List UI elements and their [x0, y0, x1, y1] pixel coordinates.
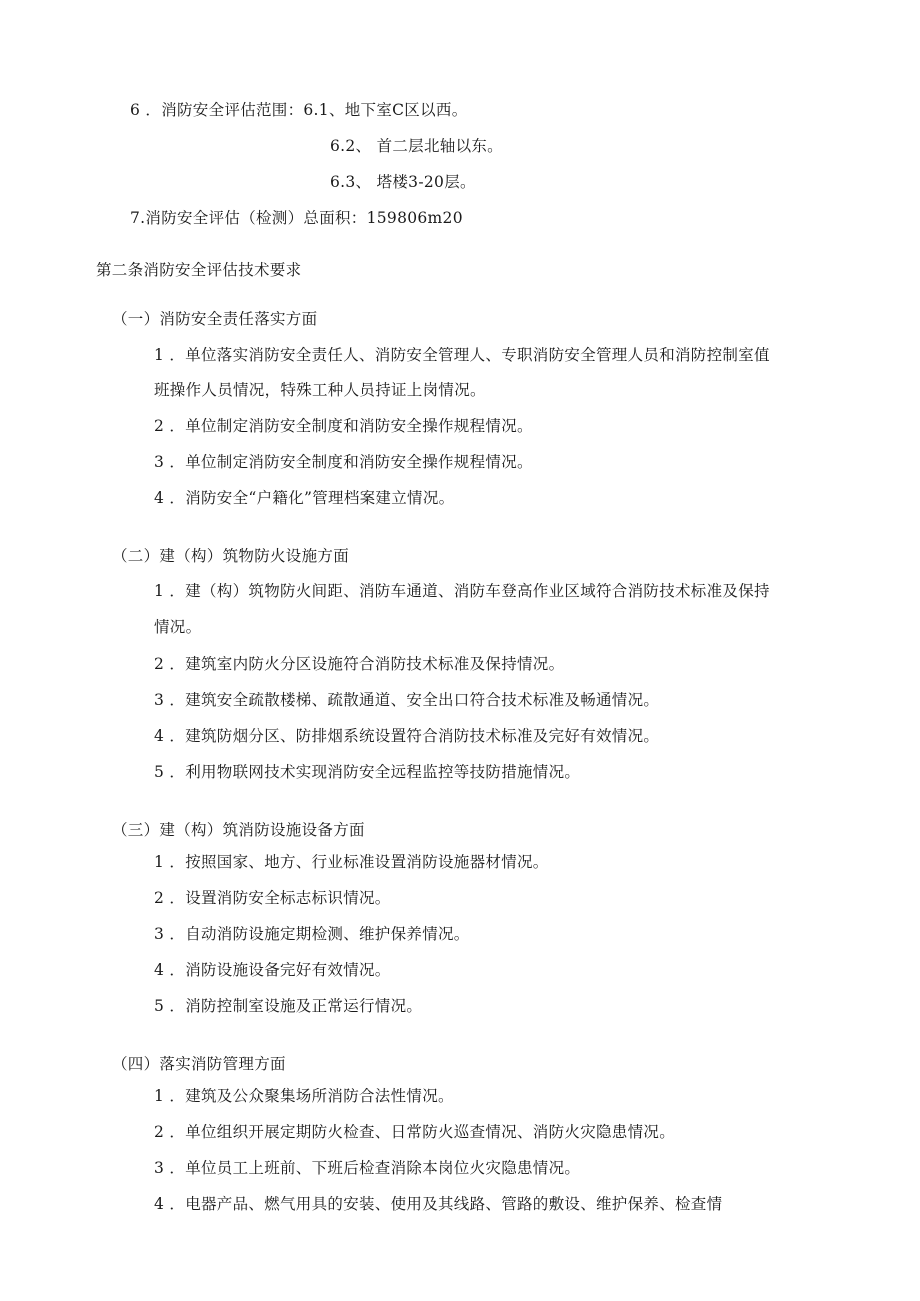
section1-item: 3 ．单位制定消防安全制度和消防安全操作规程情况。	[154, 453, 533, 471]
section2-item: 1 ．建（构）筑物防火间距、消防车通道、消防车登高作业区域符合消防技术标准及保持	[154, 582, 770, 600]
section1-item: 4 ．消防安全“户籍化”管理档案建立情况。	[154, 489, 455, 507]
section-heading-1: （一）消防安全责任落实方面	[112, 310, 318, 328]
scope-item-6-3: 6.3、 塔楼3-20层。	[330, 173, 476, 191]
section2-item: 3 ．建筑安全疏散楼梯、疏散通道、安全出口符合技术标准及畅通情况。	[154, 691, 660, 709]
scope-item-6: 6 ．消防安全评估范围：6.1、地下室C区以西。	[130, 101, 468, 119]
scope-item-7: 7.消防安全评估（检测）总面积：159806m20	[130, 209, 463, 227]
section2-item: 情况。	[154, 618, 202, 636]
section3-item: 1 ．按照国家、地方、行业标准设置消防设施器材情况。	[154, 853, 549, 871]
section2-item: 2 ．建筑室内防火分区设施符合消防技术标准及保持情况。	[154, 655, 565, 673]
section1-item: 1 ．单位落实消防安全责任人、消防安全管理人、专职消防安全管理人员和消防控制室值	[154, 346, 770, 364]
section3-item: 5 ．消防控制室设施及正常运行情况。	[154, 997, 423, 1015]
section2-item: 4 ．建筑防烟分区、防排烟系统设置符合消防技术标准及完好有效情况。	[154, 727, 660, 745]
section3-item: 4 ．消防设施设备完好有效情况。	[154, 961, 391, 979]
section4-item: 4 ．电器产品、燃气用具的安装、使用及其线路、管路的敷设、维护保养、检查情	[154, 1195, 723, 1213]
section3-item: 3 ．自动消防设施定期检测、维护保养情况。	[154, 925, 470, 943]
scope-item-6-2: 6.2、 首二层北轴以东。	[330, 137, 503, 155]
section1-item: 班操作人员情况，特殊工种人员持证上岗情况。	[154, 381, 486, 399]
section2-item: 5 ．利用物联网技术实现消防安全远程监控等技防措施情况。	[154, 763, 581, 781]
article-heading: 第二条消防安全评估技术要求	[96, 261, 302, 279]
section4-item: 2 ．单位组织开展定期防火检查、日常防火巡查情况、消防火灾隐患情况。	[154, 1123, 675, 1141]
section4-item: 1 ．建筑及公众聚集场所消防合法性情况。	[154, 1087, 454, 1105]
section3-item: 2 ．设置消防安全标志标识情况。	[154, 889, 391, 907]
section-heading-3: （三）建（构）筑消防设施设备方面	[112, 821, 365, 839]
section1-item: 2 ．单位制定消防安全制度和消防安全操作规程情况。	[154, 417, 533, 435]
section-heading-2: （二）建（构）筑物防火设施方面	[112, 547, 350, 565]
section-heading-4: （四）落实消防管理方面	[112, 1055, 286, 1073]
section4-item: 3 ．单位员工上班前、下班后检查消除本岗位火灾隐患情况。	[154, 1159, 581, 1177]
